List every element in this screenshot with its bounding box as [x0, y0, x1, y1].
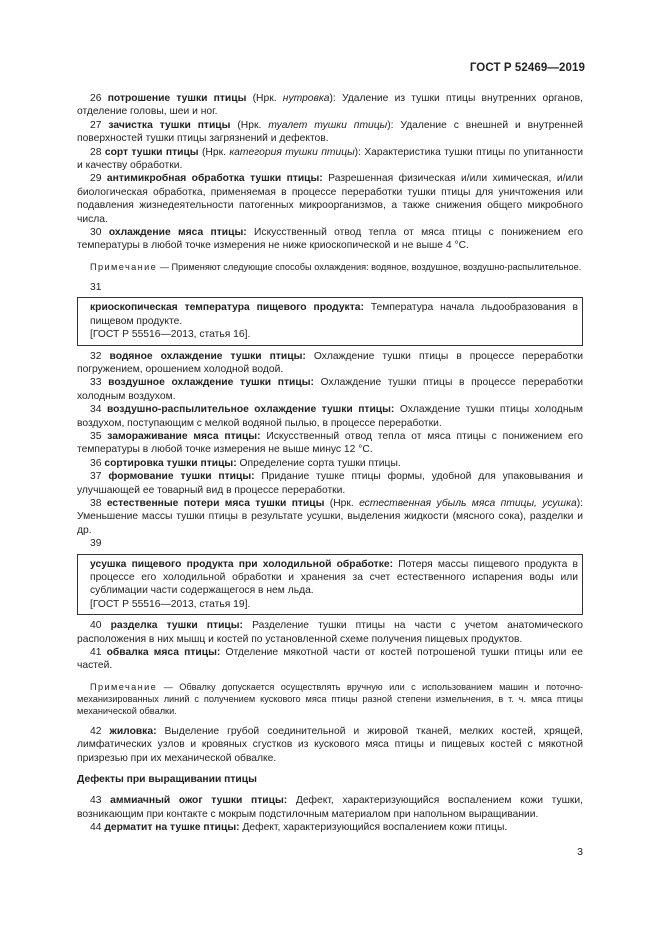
term: потрошение тушки птицы: [107, 93, 247, 104]
term: естественные потери мяса тушки птицы: [106, 497, 325, 509]
reference-box: [77, 297, 583, 345]
term-entry: 43 аммиачный ожог тушки птицы: Дефект, характеризующийся воспалением кожи тушки, возникающим при контакте с мокрым подстилочным материалом при напольном выращивании.: [77, 795, 583, 820]
term-entry: криоскопическая температура пищевого продукта: Температура начала льдообразования в пищевом продукте.: [90, 302, 578, 327]
document-body: [77, 92, 583, 835]
reference-box: [77, 554, 583, 616]
term-entry: 30 охлаждение мяса птицы: Искусственный отвод тепла от мяса птицы с понижением его температуры в любой точке измерения не ниже криоскопической и не выше 4 °С.: [77, 227, 583, 252]
source-reference: [ГОСТ Р 55516—2013, статья 16].: [90, 329, 251, 341]
term-entry: 40 разделка тушки птицы: Разделение тушки птицы на части с учетом анатомического расположения в них мышц и костей по установленной схеме получения пищевых продуктов.: [77, 620, 584, 645]
document-header: ГОСТ Р 52469—2019: [469, 62, 585, 74]
term-entry: 34 воздушно-распылительное охлаждение тушки птицы: Охлаждение тушки птицы холодным воздухом, поступающим с мелкой водяной пылью, в процессе переработки.: [77, 404, 583, 429]
term-number: 39: [90, 538, 102, 550]
term: охлаждение мяса птицы:: [108, 227, 247, 239]
term-entry: 32 водяное охлаждение тушки птицы: Охлаждение тушки птицы в процессе переработки погружением, орошением холодной водой.: [77, 350, 583, 375]
term-number: 31: [90, 281, 102, 293]
term: воздушно-распылительное охлаждение тушки птицы:: [106, 404, 395, 416]
term: криоскопическая температура пищевого продукта:: [90, 302, 364, 314]
term: замораживание мяса птицы:: [107, 430, 261, 442]
term-entry: 42 жиловка: Выделение грубой соединительной и жировой тканей, мелких костей, хрящей, лимфатических узлов и кровяных сгустков из кускового мяса птицы и пищевых костей с мякотной призрезью при их механической обвалке.: [77, 725, 583, 764]
term: сортировка тушки птицы:: [104, 457, 237, 469]
term-entry: 41 обвалка мяса птицы: Отделение мякотной части от костей потрошеной тушки птицы или ее частей.: [77, 647, 583, 672]
term: формование тушки птицы:: [108, 471, 255, 483]
term: зачистка тушки птицы: [108, 119, 231, 131]
term-entry: 37 формование тушки птицы: Придание тушке птицы формы, удобной для упаковывания и улучшающей ее товарный вид в процессе переработки.: [77, 471, 583, 496]
term-entry: 33 воздушное охлаждение тушки птицы: Охлаждение тушки птицы в процессе переработки холодным воздухом.: [77, 377, 583, 402]
term: разделка тушки птицы:: [110, 620, 243, 632]
term: сорт тушки птицы: [104, 146, 199, 158]
note: Примечание — Обвалку допускается осуществлять вручную или с использованием машин и поточно-механизированных линий с получением кускового мяса птицы разной степени измельчения, в т. ч. мяса птицы механической обвалки.: [77, 681, 583, 716]
term-entry: 28 сорт тушки птицы (Нрк. категория тушки птицы): Характеристика тушки птицы по упитанности и качеству обработки.: [77, 146, 583, 172]
term: антимикробная обработка тушки птицы:: [106, 173, 323, 185]
term: водяное охлаждение тушки птицы:: [109, 350, 306, 362]
term-entry: 27 зачистка тушки птицы (Нрк. туалет тушки птицы): Удаление с внешней и внутренней поверхностей тушки птицы загрязнений и дефектов.: [77, 119, 583, 145]
term-entry: 36 сортировка тушки птицы: Определение сорта тушки птицы.: [90, 457, 401, 469]
term: жиловка:: [109, 725, 157, 737]
note: Примечание — Применяют следующие способы охлаждения: водяное, воздушное, воздушно-распылительное.: [90, 261, 582, 272]
term-entry: 26 потрошение тушки птицы (Нрк. нутровка): Удаление из тушки птицы внутренних органов, отделение головы, шеи и ног.: [77, 93, 583, 118]
term-entry: 29 антимикробная обработка тушки птицы: Разрешенная физическая и/или химическая, и/или биологическая обработка, применяемая в процессе переработки тушки птицы для уничтожения или подавления жизнедеятельности патогенных микроорганизмов, а также снижения общего микробного числа.: [77, 173, 583, 225]
term: усушка пищевого продукта при холодильной обработке:: [90, 558, 394, 570]
term-entry: 44 дерматит на тушке птицы: Дефект, характеризующийся воспалением кожи птицы.: [90, 822, 508, 834]
source-reference: [ГОСТ Р 55516—2013, статья 19].: [90, 598, 251, 610]
term: аммиачный ожог тушки птицы:: [110, 795, 288, 807]
page-number: 3: [577, 846, 583, 858]
term-entry: усушка пищевого продукта при холодильной обработке: Потеря массы пищевого продукта в процессе его холодильной обработки и хранения за счет естественного испарения воды или сублимации части содержащегося в нем льда.: [90, 558, 578, 597]
term: обвалка мяса птицы:: [106, 647, 221, 659]
term: дерматит на тушке птицы:: [104, 822, 240, 834]
term-entry: 35 замораживание мяса птицы: Искусственный отвод тепла от мяса птицы с понижением его температуры в любой точке измерения не выше минус 12 °С.: [77, 430, 583, 456]
section-title: Дефекты при выращивании птицы: [77, 774, 257, 786]
term: воздушное охлаждение тушки птицы:: [108, 377, 314, 389]
term-entry: 38 естественные потери мяса тушки птицы (Нрк. естественная убыль мяса птицы, усушка): Уменьшение массы тушки птицы в результате усушки, выделения жидкости (мясного сока), разделки и др.: [77, 497, 583, 536]
